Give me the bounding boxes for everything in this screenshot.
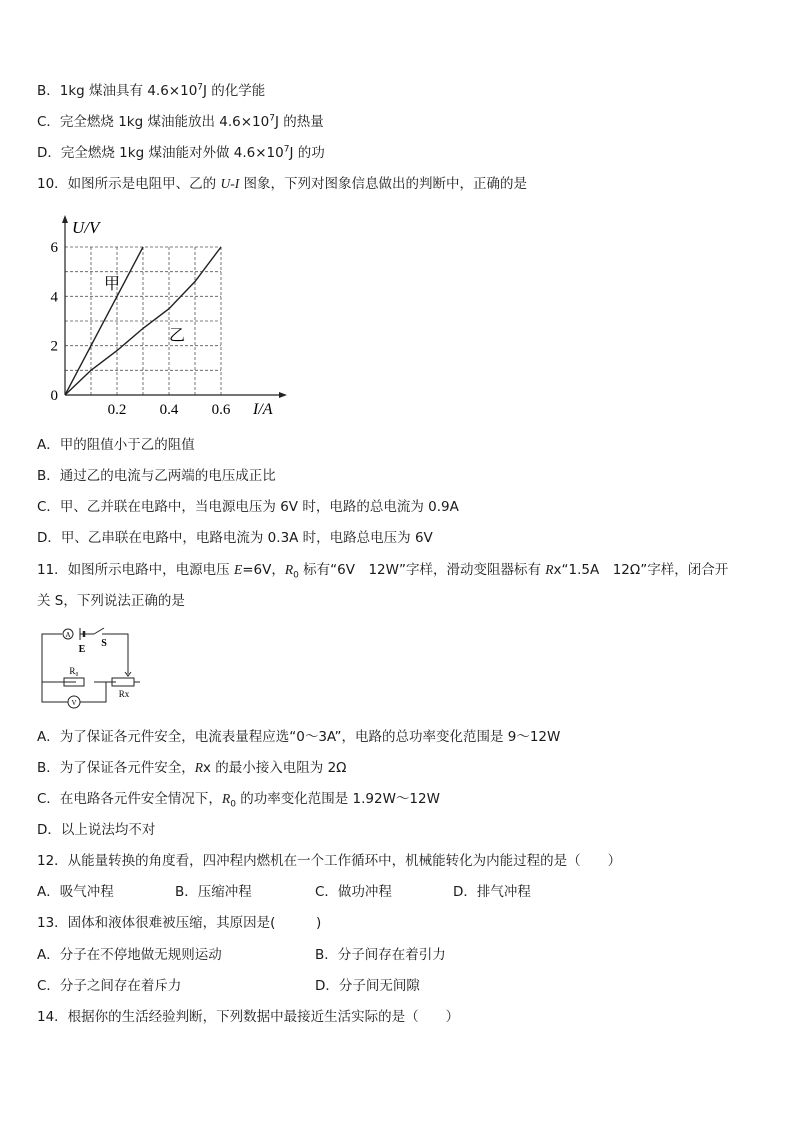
q13-option-d: D．分子间无间隙 [315, 978, 420, 994]
q12-option-a: A．吸气冲程 [37, 884, 114, 900]
q13-option-c: C．分子之间存在着斥力 [37, 978, 182, 994]
q10-option-c: C．甲、乙并联在电路中，当电源电压为 6V 时，电路的总电流为 0.9A [37, 499, 459, 515]
q11-stem-line1: 11．如图所示电路中，电源电压 E=6V，$R_0$ 标有“6V 12W”字样，滑动变阻器标有 Rx“1.5A 12Ω”字样，闭合开 [37, 562, 729, 581]
chart-labels [51, 218, 273, 418]
switch-icon [94, 628, 104, 634]
x-axis-label: I/A [253, 401, 273, 418]
y-tick-label: 6 [50, 240, 58, 256]
circuit-diagram [36, 624, 146, 714]
svg-text:R₀: R₀ [69, 666, 79, 676]
svg-text:E: E [78, 644, 86, 655]
svg-text:A: A [65, 631, 71, 639]
q12-option-c: C．做功冲程 [315, 884, 392, 900]
q11-stem-line2: 关 S，下列说法正确的是 [37, 593, 185, 609]
q14-stem: 14．根据你的生活经验判断，下列数据中最接近生活实际的是（ ） [37, 1009, 460, 1025]
y-tick-label: 4 [50, 289, 58, 306]
q11-option-c: C．在电路各元件安全情况下，$R_0$ 的功率变化范围是 1.92W～12W [37, 791, 440, 810]
q10-stem: 10．如图所示是电阻甲、乙的 U-I 图象，下列对图象信息做出的判断中，正确的是 [37, 176, 528, 192]
q13-option-a: A．分子在不停地做无规则运动 [37, 947, 222, 963]
y-axis-label: U/V [72, 218, 100, 237]
x-axis-arrow [279, 392, 287, 398]
q13-stem: 13．固体和液体很难被压缩，其原因是( ) [37, 915, 322, 931]
series-label-jia: 甲 [104, 275, 121, 293]
svg-text:Rx: Rx [118, 689, 130, 699]
q11-option-a: A．为了保证各元件安全，电流表量程应选“0～3A”，电路的总功率变化范围是 9～12W [37, 729, 561, 745]
q10-option-d: D．甲、乙串联在电路中，电路电流为 0.3A 时，电路总电压为 6V [37, 530, 433, 546]
q11-option-b: B．为了保证各元件安全，Rx 的最小接入电阻为 2Ω [37, 760, 347, 776]
series-label-yi: 乙 [169, 327, 186, 345]
svg-text:V: V [71, 699, 77, 707]
q9-option-d: D．完全燃烧 1kg 煤油能对外做 $4.6\times 10^7J$ 的功 [37, 144, 325, 161]
x-tick-label: 0.6 [211, 402, 231, 418]
q12-option-d: D．排气冲程 [453, 884, 531, 900]
q9-option-b: B．1kg 煤油具有 $4.6\times 10^7J$ 的化学能 [37, 82, 266, 99]
ui-chart [40, 205, 300, 425]
y-tick-label: 2 [50, 338, 58, 355]
x-tick-label: 0.4 [159, 402, 179, 418]
svg-text:S: S [101, 638, 107, 649]
x-tick-label: 0.2 [107, 402, 127, 418]
q13-option-b: B．分子间存在着引力 [315, 947, 446, 963]
q10-option-b: B．通过乙的电流与乙两端的电压成正比 [37, 468, 276, 484]
q9-option-c: C．完全燃烧 1kg 煤油能放出 $4.6\times 10^7J$ 的热量 [37, 113, 324, 130]
q10-option-a: A．甲的阻值小于乙的阻值 [37, 437, 195, 453]
q11-option-d: D．以上说法均不对 [37, 822, 156, 838]
q12-option-b: B．压缩冲程 [175, 884, 252, 900]
y-tick-label: 0 [50, 388, 58, 404]
y-axis-arrow [62, 215, 68, 223]
q12-stem: 12．从能量转换的角度看，四冲程内燃机在一个工作循环中，机械能转化为内能过程的是（ ） [37, 853, 622, 869]
